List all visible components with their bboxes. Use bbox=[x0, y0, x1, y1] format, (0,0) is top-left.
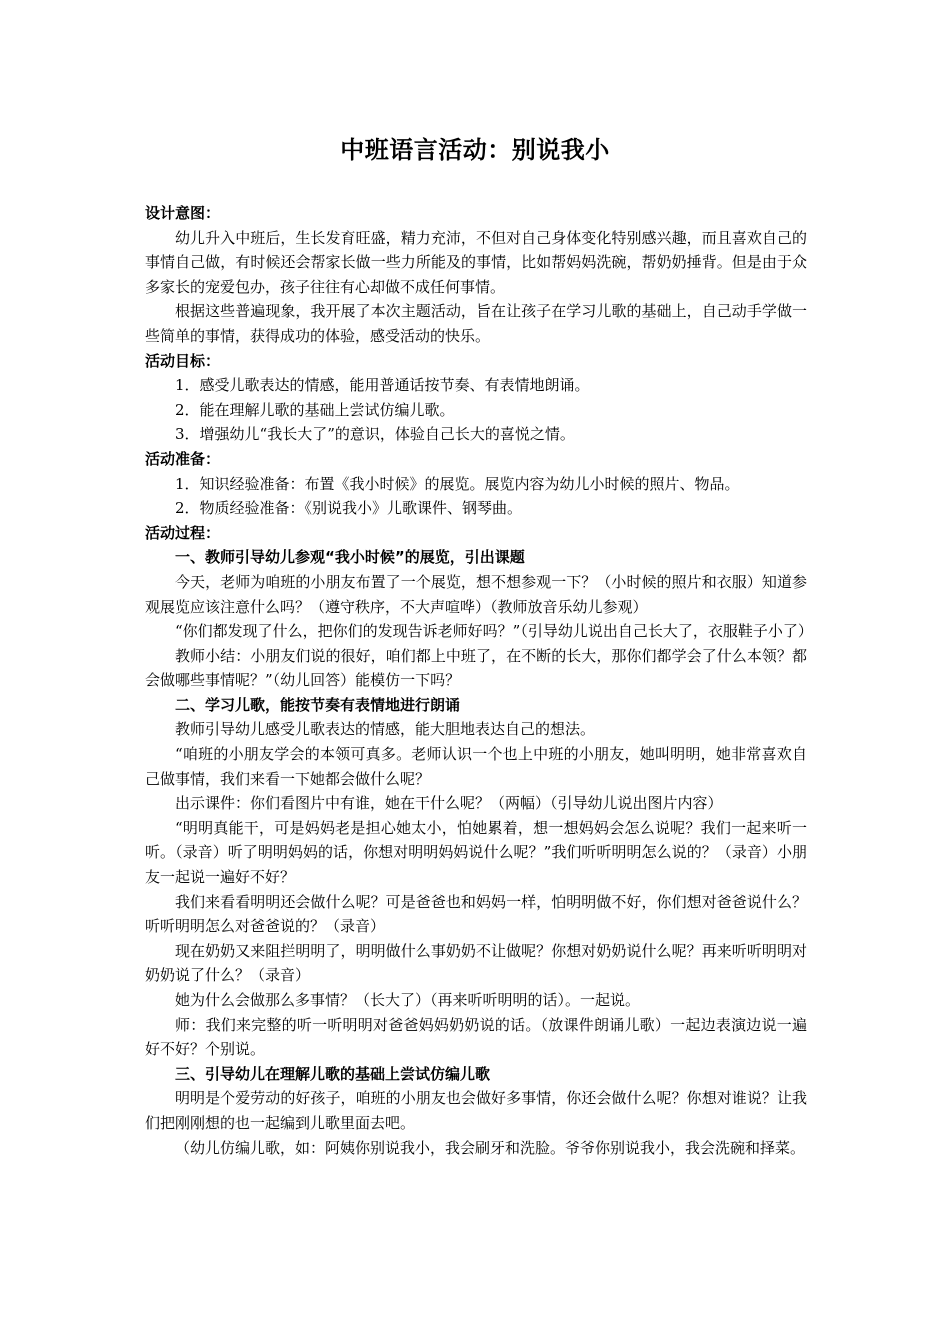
paragraph: 教师小结：小朋友们说的很好，咱们都上中班了，在不断的长大，那你们都学会了什么本领？都会做哪些事情呢？”（幼儿回答）能模仿一下吗？ bbox=[145, 646, 807, 690]
page-title: 中班语言活动：别说我小 bbox=[340, 136, 610, 164]
paragraph: 教师引导幼儿感受儿歌表达的情感，能大胆地表达自己的想法。 bbox=[175, 720, 596, 739]
paragraph: 我们来看看明明还会做什么呢？可是爸爸也和妈妈一样，怕明明做不好，你们想对爸爸说什么？听听明明怎么对爸爸说的？（录音） bbox=[145, 892, 807, 936]
section-heading-process: 活动过程： bbox=[145, 523, 221, 542]
paragraph: “你们都发现了什么，把你们的发现告诉老师好吗？”（引导幼儿说出自己长大了，衣服鞋子小了） bbox=[175, 622, 813, 641]
paragraph: “明明真能干，可是妈妈老是担心她太小，怕她累着，想一想妈妈会怎么说呢？我们一起来听一听。（录音）听了明明妈妈的话，你想对明明妈妈说什么呢？”我们听听明明怎么说的？（录音）小朋友一起说一遍好不好？ bbox=[145, 818, 807, 887]
list-item: 2．能在理解儿歌的基础上尝试仿编儿歌。 bbox=[175, 400, 455, 419]
section-heading-goals: 活动目标： bbox=[145, 351, 221, 370]
list-item: 1．感受儿歌表达的情感，能用普通话按节奏、有表情地朗诵。 bbox=[175, 376, 590, 395]
section-heading-design: 设计意图： bbox=[145, 204, 221, 222]
paragraph: 根据这些普遍现象，我开展了本次主题活动，旨在让孩子在学习儿歌的基础上，自己动手学做一些简单的事情，获得成功的体验，感受活动的快乐。 bbox=[145, 302, 807, 345]
paragraph: 今天，老师为咱班的小朋友布置了一个展览，想不想参观一下？（小时候的照片和衣服）知道参观展览应该注意什么吗？（遵守秩序，不大声喧哗）（教师放音乐幼儿参观） bbox=[145, 572, 807, 616]
paragraph: 师：我们来完整的听一听明明对爸爸妈妈奶奶说的话。（放课件朗诵儿歌）一起边表演边说一遍好不好？个别说。 bbox=[145, 1015, 807, 1059]
paragraph: 现在奶奶又来阻拦明明了，明明做什么事奶奶不让做呢？你想对奶奶说什么呢？再来听听明明对奶奶说了什么？（录音） bbox=[145, 941, 807, 985]
section-heading-prep: 活动准备： bbox=[145, 449, 221, 468]
list-item: 1．知识经验准备：布置《我小时候》的展览。展览内容为幼儿小时候的照片、物品。 bbox=[175, 474, 740, 493]
list-item: 2．物质经验准备：《别说我小》儿歌课件、钢琴曲。 bbox=[175, 499, 523, 518]
paragraph: 幼儿升入中班后，生长发育旺盛，精力充沛，不但对自己身体变化特别感兴趣，而且喜欢自己的事情自己做，有时候还会帮家长做一些力所能及的事情，比如帮妈妈洗碗，帮奶奶捶背。但是由于众多家长的宠爱包办，孩子往往有心却做不成任何事情。 bbox=[145, 228, 807, 296]
step-heading-3: 三、引导幼儿在理解儿歌的基础上尝试仿编儿歌 bbox=[175, 1064, 491, 1083]
step-heading-1: 一、教师引导幼儿参观“我小时候”的展览，引出课题 bbox=[175, 548, 525, 567]
paragraph: 明明是个爱劳动的好孩子，咱班的小朋友也会做好多事情，你还会做什么呢？你想对谁说？让我们把刚刚想的也一起编到儿歌里面去吧。 bbox=[145, 1089, 807, 1132]
document-body bbox=[145, 201, 813, 1160]
step-heading-2: 二、学习儿歌，能按节奏有表情地进行朗诵 bbox=[175, 695, 461, 714]
paragraph: 她为什么会做那么多事情？（长大了）（再来听听明明的话）。一起说。 bbox=[175, 991, 641, 1009]
list-item: 3．增强幼儿“我长大了”的意识，体验自己长大的喜悦之情。 bbox=[175, 425, 575, 444]
paragraph: （幼儿仿编儿歌，如：阿姨你别说我小，我会刷牙和洗脸。爷爷你别说我小，我会洗碗和择菜。 bbox=[175, 1138, 806, 1157]
paragraph: “咱班的小朋友学会的本领可真多。老师认识一个也上中班的小朋友，她叫明明，她非常喜欢自己做事情，我们来看一下她都会做什么呢？ bbox=[145, 745, 807, 788]
paragraph: 出示课件：你们看图片中有谁，她在干什么呢？（两幅）（引导幼儿说出图片内容） bbox=[175, 794, 723, 813]
